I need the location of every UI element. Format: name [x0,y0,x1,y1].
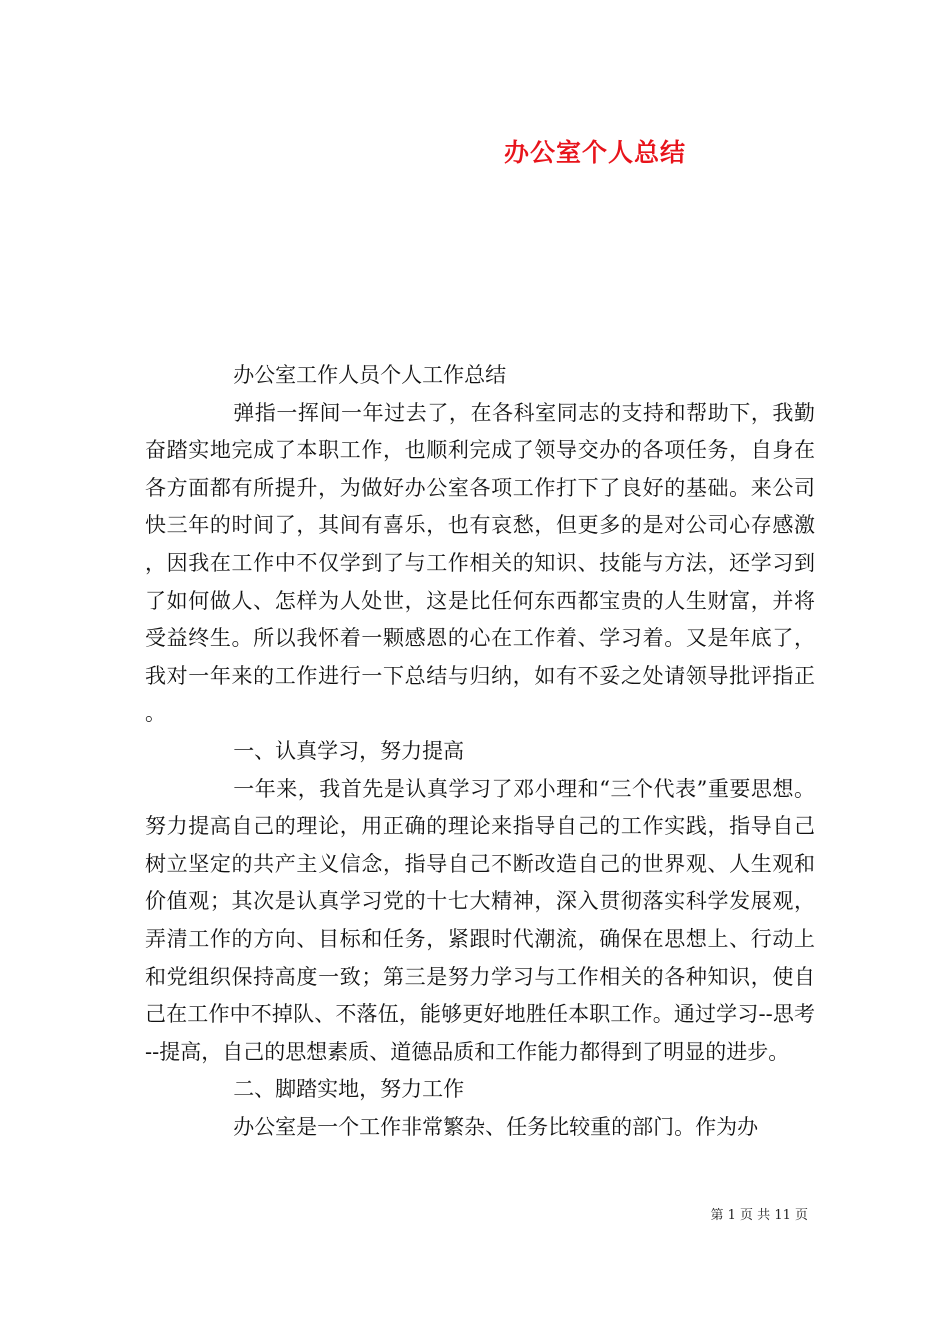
paragraph: 弹指一挥间一年过去了，在各科室同志的支持和帮助下，我勤奋踏实地完成了本职工作，也顺利完成了领导交办的各项任务，自身在各方面都有所提升，为做好办公室各项工作打下了良好的基础。来公司快三年的时间了，其间有喜乐，也有哀愁，但更多的是对公司心存感激，因我在工作中不仅学到了与工作相关的知识、技能与方法，还学习到了如何做人、怎样为人处世，这是比任何东西都宝贵的人生财富，并将受益终生。所以我怀着一颗感恩的心在工作着、学习着。又是年底了，我对一年来的工作进行一下总结与归纳，如有不妥之处请领导批评指正。 [145,400,815,726]
document-title: 办公室个人总结 [503,138,686,167]
section-heading: 办公室工作人员个人工作总结 [233,363,507,387]
page-number: 第 1 页 共 11 页 [710,1208,808,1223]
paragraph: 一年来，我首先是认真学习了邓小理和“三个代表”重要思想。努力提高自己的理论，用正确的理论来指导自己的工作实践，指导自己树立坚定的共产主义信念，指导自己不断改造自己的世界观、人生观和价值观；其次是认真学习党的十七大精神，深入贯彻落实科学发展观，弄清工作的方向、目标和任务，紧跟时代潮流，确保在思想上、行动上和党组织保持高度一致；第三是努力学习与工作相关的各种知识，使自己在工作中不掉队、不落伍，能够更好地胜任本职工作。通过学习--思考--提高，自己的思想素质、道德品质和工作能力都得到了明显的进步。 [145,776,815,1064]
document-body [145,357,815,1146]
section-heading: 二、脚踏实地，努力工作 [233,1077,465,1102]
section-heading: 一、认真学习，努力提高 [233,738,465,763]
paragraph: 办公室是一个工作非常繁杂、任务比较重的部门。作为办 [233,1114,759,1139]
